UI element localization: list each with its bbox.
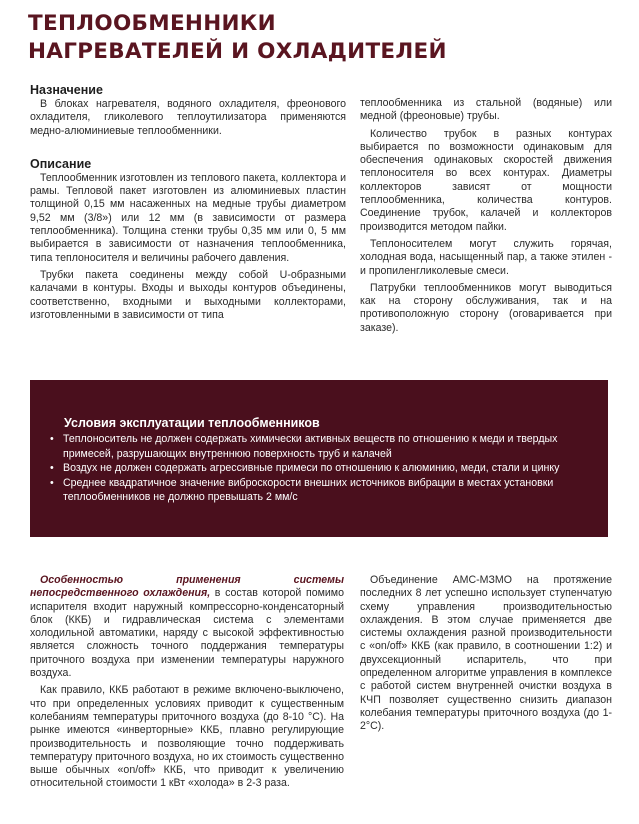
bottom-left-column — [30, 574, 344, 791]
purpose-paragraph: В блоках нагревателя, водяного охладителя, фреонового охладителя, гликолевого теплоутилизатора применяются медно-алюминиевые теплообменники. — [30, 98, 346, 137]
left-column — [30, 82, 346, 322]
list-item — [50, 432, 598, 461]
features-lead: Особенностью применения системы непосредственного охлаждения, — [30, 574, 344, 600]
description-paragraph-2-continued: теплообменника из стальной (водяные) или медной (фреоновые) трубы. — [360, 97, 612, 123]
description-heading: Описание — [30, 156, 92, 171]
description-paragraph-2: Трубки пакета соединены между собой U-образными калачами в контуры. Входы и выходы контуров объединены, соответственно, входными и выходными коллекторами, изготовленными в зависимости от типа — [30, 268, 346, 321]
features-paragraph-1-text: в состав которой помимо испарителя входит наружный компрессорно-конденсаторный блок (ККБ) и гидравлическая система с элементами холодильной автоматики, наряду с высокой эффективностью является сложность точного поддержания температуры приточного воздуха при изменении температуры наружного воздуха. — [30, 587, 344, 680]
description-paragraph-1: Теплообменник изготовлен из теплового пакета, коллектора и рамы. Тепловой пакет изготовлен из алюминиевых пластин толщиной 0,15 мм насаженных на медные трубы диаметром 9,52 мм (3/8») или 12 мм (в зависимости от размера теплообменника). Толщина стенки трубы 0,35 мм или 0, 5 мм выбирается в зависимости от назначения теплообменника, типа теплоносителя и величины рабочего давления. — [30, 171, 346, 264]
operating-conditions-list — [50, 432, 598, 505]
features-paragraph-1 — [30, 574, 344, 680]
bullet-icon: • — [50, 433, 54, 445]
description-paragraph-4: Теплоносителем могут служить горячая, холодная вода, насыщенный пар, а также этилен - и пропиленгликолевые смеси. — [360, 237, 612, 277]
list-item — [50, 476, 598, 505]
description-paragraph-3: Количество трубок в разных контурах выбирается по возможности одинаковым для обеспечения одинаковых скоростей движения теплоносителя во всех контурах. Диаметры коллекторов зависят от мощности теплообменника, количества контуров. Соединение трубок, калачей и коллекторов производится методом пайки. — [360, 127, 612, 233]
right-column — [360, 97, 612, 335]
description-paragraph-5: Патрубки теплообменников могут выводиться как на сторону обслуживания, так и на противоположную сторону (оговаривается при заказе). — [360, 281, 612, 334]
features-paragraph-2: Как правило, ККБ работают в режиме включено-выключено, что при определенных условиях приводит к существенным колебаниям температуры приточного воздуха (до 8-10 °С). На рынке имеются «инверторные» ККБ, плавно регулирующие производительность и позволяющие точно поддерживать температуру приточного воздуха, но их стоимость существенно выше обычных «on/off» ККБ, что приводит к увеличению относительной стоимости 1 кВт «холода» в 2-3 раза. — [30, 684, 344, 790]
purpose-heading: Назначение — [30, 83, 103, 97]
list-item — [50, 461, 598, 476]
page-title-line-2: НАГРЕВАТЕЛЕЙ И ОХЛАДИТЕЛЕЙ — [28, 39, 447, 64]
page-title — [28, 10, 628, 66]
list-item-text: Среднее квадратичное значение виброскорости внешних источников вибрации в местах установки теплообменников не должно превышать 2 мм/с — [63, 476, 554, 504]
bottom-right-column — [360, 574, 612, 734]
page-title-line-1: ТЕПЛООБМЕННИКИ — [28, 11, 276, 36]
list-item-text: Воздух не должен содержать агрессивные примеси по отношению к алюминию, меди, стали и цинку — [63, 462, 560, 475]
bullet-icon: • — [50, 476, 54, 489]
features-paragraph-3: Объединение АМС-МЗМО на протяжение последних 8 лет успешно использует ступенчатую схему управления производительностью охлаждения. В этом случае применяется две системы охлаждения разной производительности с «on/off» ККБ (как правило, в соотношении 1:2) и двухсекционный испаритель, что при определенном алгоритме управления в комплексе с работой систем внутренней очистки воздуха в КЧП позволяет существенно снизить диапазон колебания температуры приточного воздуха (до 1-2°С). — [360, 574, 612, 733]
operating-conditions-title: Условия эксплуатации теплообменников — [64, 416, 320, 430]
list-item-text: Теплоноситель не должен содержать химически активных веществ по отношению к меди и твердых примесей, разрушающих внутреннюю поверхность труб и калачей — [63, 433, 558, 460]
operating-conditions-box — [30, 380, 608, 537]
bullet-icon: • — [50, 462, 54, 475]
